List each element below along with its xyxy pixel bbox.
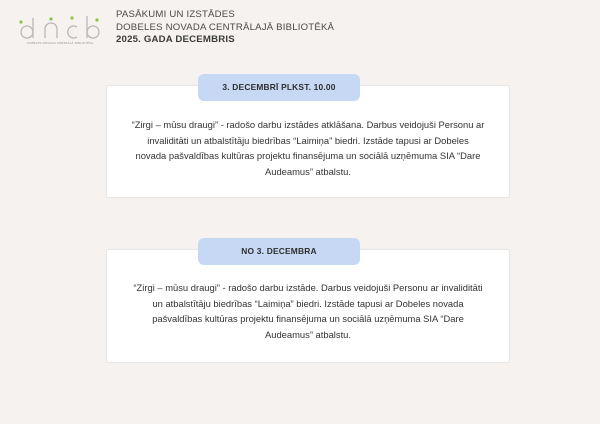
header-venue: DOBELES NOVADA CENTRĀLAJĀ BIBLIOTĒKĀ <box>116 21 335 33</box>
header-month: 2025. GADA DECEMBRIS <box>116 34 235 45</box>
event-date-badge: NO 3. DECEMBRA <box>198 238 360 265</box>
event-description: “Zirgi – mūsu draugi” - radošo darbu izstādes atklāšana. Darbus veidojuši Personu ar invaliditāti un atbalstītāju biedrības “Laimiņa” biedri. Izstāde tapusi ar Dobeles novada pašvaldības kultūras projektu finansējuma un sociālā uzņēmuma SIA “Dare Audeamus” atbalstu. <box>131 119 485 177</box>
logo-mark-icon <box>17 10 103 42</box>
event-card <box>106 85 510 198</box>
header-title: PASĀKUMI UN IZSTĀDES <box>116 9 235 20</box>
logo-caption: DOBELES NOVADA CENTRĀLĀ BIBLIOTĒKA <box>26 41 94 45</box>
library-logo <box>17 10 103 48</box>
page-header <box>116 9 334 47</box>
event-card <box>106 249 510 363</box>
event-description: “Zirgi – mūsu draugi” - radošo darbu izstāde. Darbus veidojuši Personu ar invaliditāti un atbalstītāju biedrības “Laimiņa” biedri. Izstāde tapusi ar Dobeles novada pašvaldības kultūras projektu finansējuma un sociālā uzņēmuma SIA “Dare Audeamus” atbalstu. <box>133 282 483 340</box>
event-date-badge: 3. DECEMBRĪ PLKST. 10.00 <box>198 74 360 101</box>
